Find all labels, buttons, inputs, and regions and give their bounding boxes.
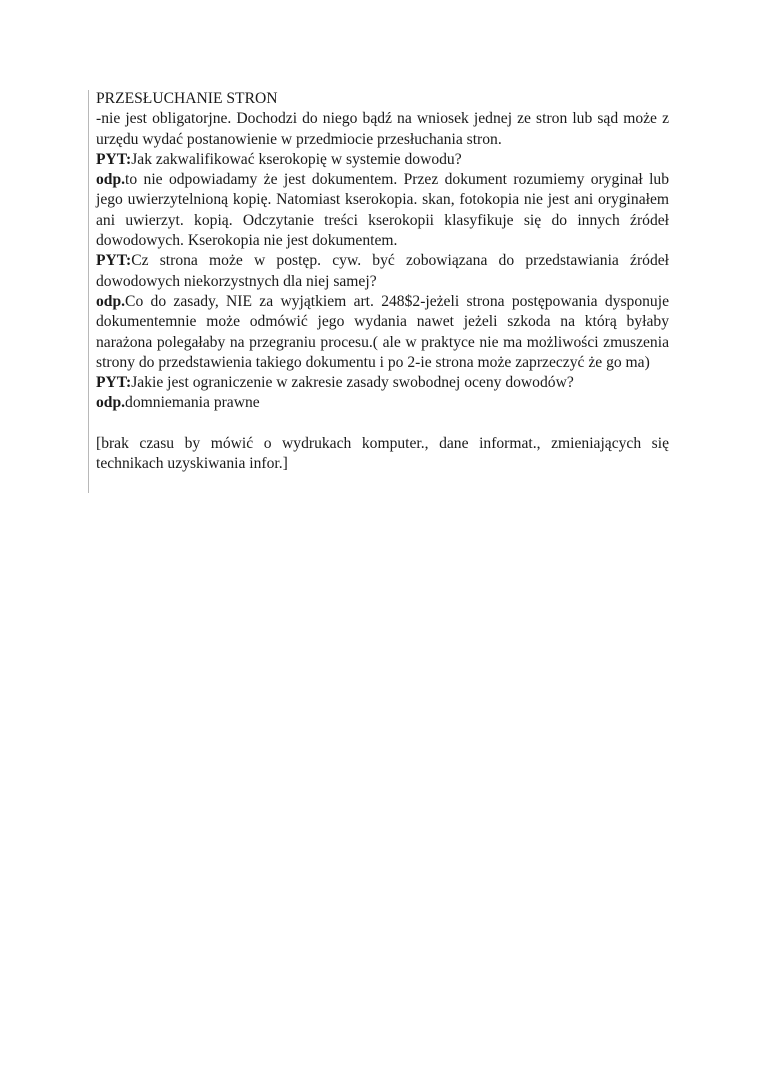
answer-text: domniemania prawne	[125, 394, 260, 412]
question-text: Jak zakwalifikować kserokopię w systemie dowodu?	[131, 150, 462, 168]
question-label: PYT:	[96, 252, 132, 270]
answer-label: odp.	[96, 394, 126, 412]
question-label: PYT:	[96, 374, 132, 392]
document-body	[96, 89, 669, 475]
question-1	[96, 150, 669, 170]
blank-line	[96, 414, 669, 434]
note-paragraph: [brak czasu by mówić o wydrukach komputer., dane informat., zmieniających się technikach uzyskiwania infor.]	[96, 435, 669, 473]
answer-1	[96, 170, 669, 251]
question-label: PYT:	[96, 150, 132, 168]
margin-rule	[88, 90, 89, 493]
question-2	[96, 251, 669, 292]
answer-text: Co do zasady, NIE za wyjątkiem art. 248$2-jeżeli strona postępowania dysponuje dokumentemnie może odmówić jego wydania nawet jeżeli szkoda na którą byłaby narażona polegałaby na przegraniu procesu.( ale w praktyce nie ma możliwości zmuszenia strony do przedstawienia takiego dokumentu i po 2-ie strona może zaprzeczyć że go ma)	[96, 292, 669, 371]
answer-3	[96, 393, 669, 413]
question-3	[96, 373, 669, 393]
answer-2	[96, 292, 669, 373]
answer-text: to nie odpowiadamy że jest dokumentem. Przez dokument rozumiemy oryginał lub jego uwierzytelnioną kopię. Natomiast kserokopia. skan, fotokopia nie jest ani oryginałem ani uwierzyt. kopią. Odczytanie treści kserokopii klasyfikuje się do innych źródeł dowodowych. Kserokopia nie jest dokumentem.	[96, 171, 669, 250]
answer-label: odp.	[96, 171, 126, 189]
answer-label: odp.	[96, 292, 126, 310]
intro-paragraph: -nie jest obligatorjne. Dochodzi do niego bądź na wniosek jednej ze stron lub sąd może z urzędu wydać postanowienie w przedmiocie przesłuchania stron.	[96, 110, 669, 148]
document-title: PRZESŁUCHANIE STRON	[96, 90, 278, 107]
question-text: Cz strona może w postęp. cyw. być zobowiązana do przedstawiania źródeł dowodowych niekorzystnych dla niej samej?	[96, 252, 669, 290]
question-text: Jakie jest ograniczenie w zakresie zasady swobodnej oceny dowodów?	[131, 374, 574, 392]
